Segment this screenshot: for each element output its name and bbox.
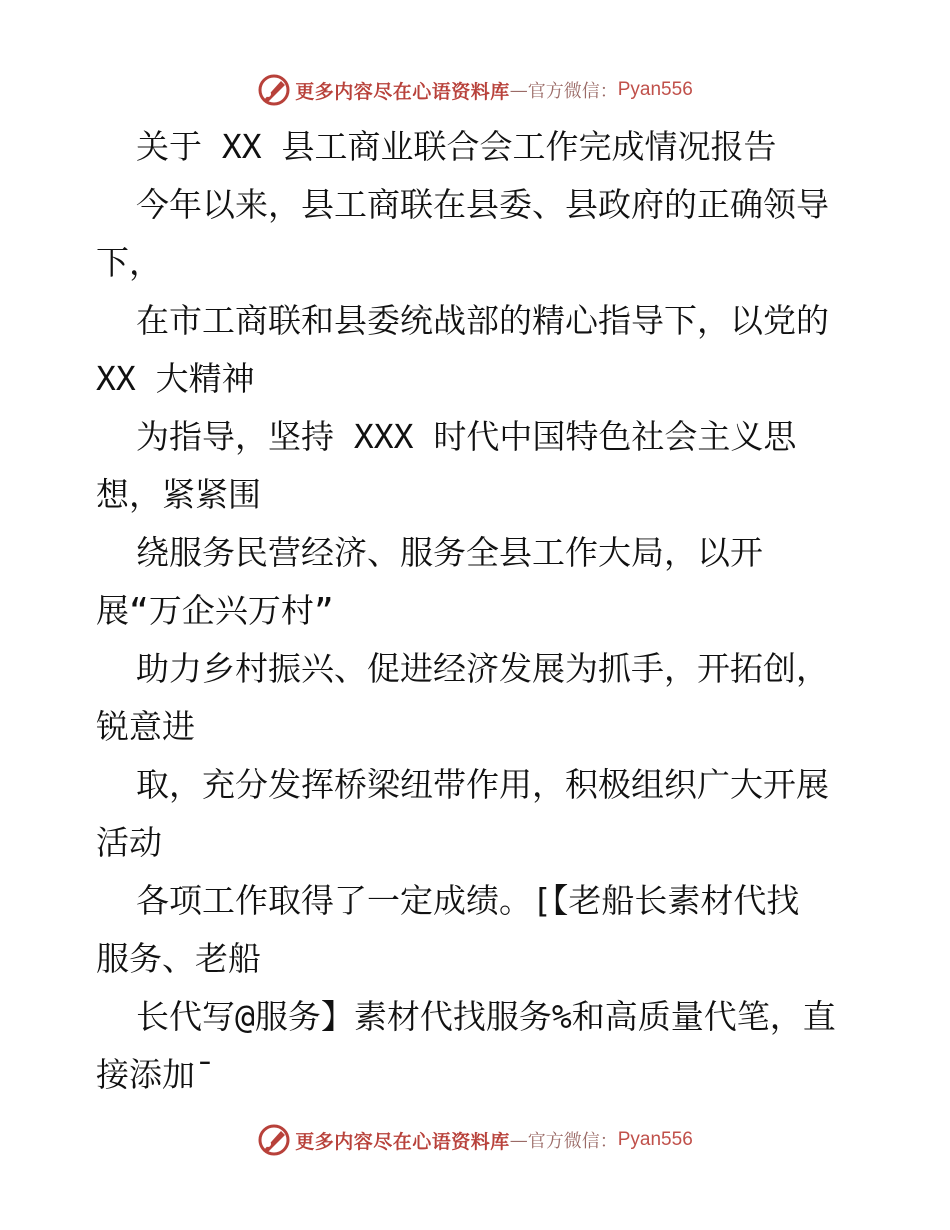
footer-watermark	[0, 1120, 950, 1160]
text-line: 为指导，坚持 XXX 时代中国特色社会主义思	[136, 417, 797, 456]
watermark-dash: —	[509, 1129, 528, 1151]
watermark-text: 更多内容尽在心语资料库	[295, 1130, 510, 1153]
header-watermark	[0, 70, 950, 110]
text-line: 绕服务民营经济、服务全县工作大局，以开	[136, 533, 763, 572]
document-title: 关于 XX 县工商业联合会工作完成情况报告	[136, 127, 777, 166]
text-line: 各项工作取得了一定成绩。[【老船长素材代找	[136, 881, 800, 920]
watermark-wechat-id: Pyan556	[617, 1129, 693, 1150]
text-line: XX 大精神	[96, 359, 255, 398]
watermark-wechat-id: Pyan556	[617, 79, 693, 100]
text-line: 想，紧紧围	[96, 475, 261, 514]
watermark-dash: —	[509, 79, 528, 101]
text-line: 助力乡村振兴、促进经济发展为抓手，开拓创，	[136, 649, 829, 688]
document-body	[96, 118, 856, 1104]
text-line: 下，	[96, 243, 162, 282]
text-line: 取，充分发挥桥梁纽带作用，积极组织广大开展	[136, 765, 829, 804]
text-line: 活动	[96, 823, 162, 862]
text-line: 长代写@服务】素材代找服务%和高质量代笔，直	[136, 997, 836, 1036]
pen-logo-icon	[257, 73, 291, 107]
pen-logo-icon	[257, 1123, 291, 1157]
text-line: 接添加¯	[96, 1055, 215, 1094]
watermark-wechat-label: 官方微信：	[527, 81, 618, 102]
text-line: 在市工商联和县委统战部的精心指导下，以党的	[136, 301, 829, 340]
text-line: 服务、老船	[96, 939, 261, 978]
text-line: 展“万企兴万村”	[96, 591, 334, 630]
watermark-text: 更多内容尽在心语资料库	[295, 80, 510, 103]
text-line: 锐意进	[96, 707, 195, 746]
watermark-wechat-label: 官方微信：	[527, 1131, 618, 1152]
text-line: 今年以来，县工商联在县委、县政府的正确领导	[136, 185, 829, 224]
